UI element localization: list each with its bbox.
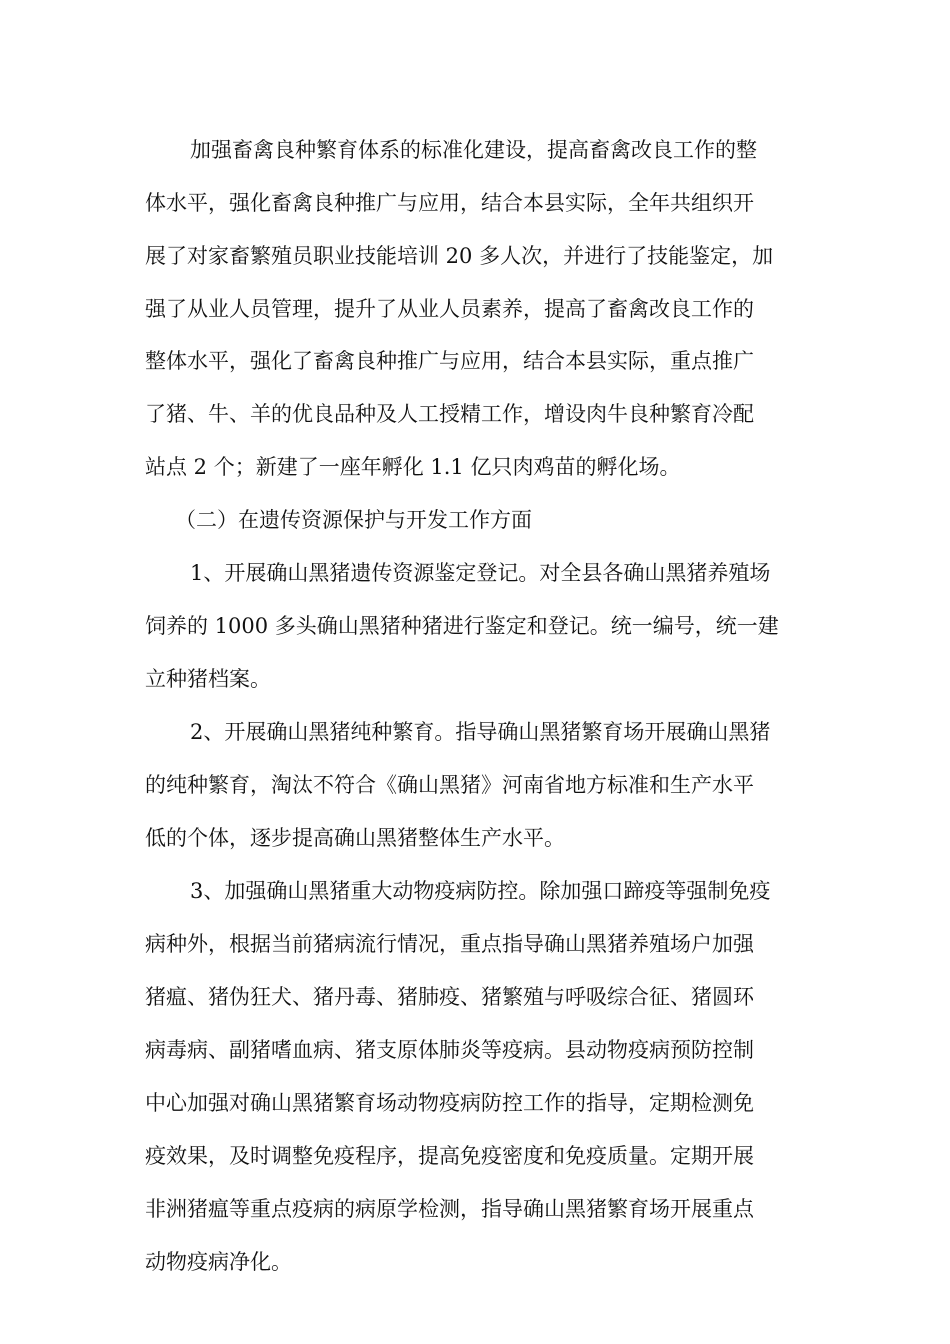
item-3-line-4: 病毒病、副猪嗜血病、猪支原体肺炎等疫病。县动物疫病预防控制: [145, 1038, 754, 1062]
item-2-line-3: 低的个体，逐步提高确山黑猪整体生产水平。: [145, 826, 565, 850]
text-line: [0, 341, 950, 381]
text-line: [0, 236, 950, 276]
paragraph-1-line-3: 展了对家畜繁殖员职业技能培训 20 多人次，并进行了技能鉴定，加: [145, 244, 774, 268]
paragraph-1-line-2: 体水平，强化畜禽良种推广与应用，结合本县实际，全年共组织开: [145, 191, 754, 215]
text-line: [0, 871, 950, 911]
item-1-line-1: 1、开展确山黑猪遗传资源鉴定登记。对全县各确山黑猪养殖场: [190, 561, 771, 585]
text-line: [0, 712, 950, 752]
text-line: [0, 1136, 950, 1176]
item-3-line-5: 中心加强对确山黑猪繁育场动物疫病防控工作的指导，定期检测免: [145, 1091, 754, 1115]
text-line: [0, 553, 950, 593]
paragraph-1-line-5: 整体水平，强化了畜禽良种推广与应用，结合本县实际，重点推广: [145, 349, 754, 373]
paragraph-1-line-7: 站点 2 个；新建了一座年孵化 1.1 亿只肉鸡苗的孵化场。: [145, 455, 681, 479]
text-line: [0, 1030, 950, 1070]
item-1-line-2: 饲养的 1000 多头确山黑猪种猪进行鉴定和登记。统一编号，统一建: [145, 614, 779, 638]
paragraph-1-line-1: 加强畜禽良种繁育体系的标准化建设，提高畜禽改良工作的整: [190, 138, 757, 162]
text-line: [0, 183, 950, 223]
item-1-line-3: 立种猪档案。: [145, 667, 271, 691]
text-line: [0, 977, 950, 1017]
text-line: [0, 659, 950, 699]
text-line: [0, 447, 950, 487]
item-3-line-2: 病种外，根据当前猪病流行情况，重点指导确山黑猪养殖场户加强: [145, 932, 754, 956]
text-line: [0, 394, 950, 434]
text-line: [0, 1242, 950, 1282]
text-line: [0, 606, 950, 646]
text-line: [0, 289, 950, 329]
text-line: [0, 818, 950, 858]
paragraph-1-line-6: 了猪、牛、羊的优良品种及人工授精工作，增设肉牛良种繁育冷配: [145, 402, 754, 426]
text-line: [0, 130, 950, 170]
item-2-line-2: 的纯种繁育，淘汰不符合《确山黑猪》河南省地方标准和生产水平: [145, 773, 754, 797]
section-heading: （二）在遗传资源保护与开发工作方面: [175, 508, 532, 532]
item-3-line-7: 非洲猪瘟等重点疫病的病原学检测，指导确山黑猪繁育场开展重点: [145, 1197, 754, 1221]
text-line: [0, 500, 950, 540]
item-2-line-1: 2、开展确山黑猪纯种繁育。指导确山黑猪繁育场开展确山黑猪: [190, 720, 771, 744]
item-3-line-1: 3、加强确山黑猪重大动物疫病防控。除加强口蹄疫等强制免疫: [190, 879, 771, 903]
text-line: [0, 924, 950, 964]
paragraph-1-line-4: 强了从业人员管理，提升了从业人员素养，提高了畜禽改良工作的: [145, 297, 754, 321]
text-line: [0, 1083, 950, 1123]
item-3-line-6: 疫效果，及时调整免疫程序，提高免疫密度和免疫质量。定期开展: [145, 1144, 754, 1168]
text-line: [0, 765, 950, 805]
item-3-line-3: 猪瘟、猪伪狂犬、猪丹毒、猪肺疫、猪繁殖与呼吸综合征、猪圆环: [145, 985, 754, 1009]
text-line: [0, 1189, 950, 1229]
item-3-line-8: 动物疫病净化。: [145, 1250, 292, 1274]
